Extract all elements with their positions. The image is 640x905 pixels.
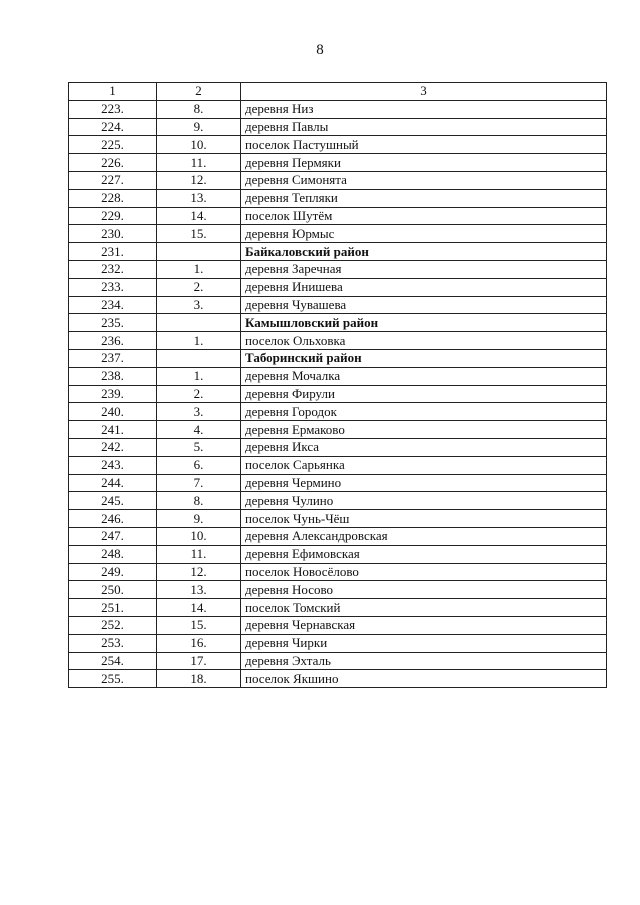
row-number-cell: 229. [69,207,157,225]
settlement-name-cell: деревня Городок [241,403,607,421]
table-row [69,599,607,617]
sub-number-cell: 14. [157,207,241,225]
sub-number-cell: 17. [157,652,241,670]
table-row [69,260,607,278]
page-number: 8 [316,42,324,58]
table-row [69,278,607,296]
settlement-name-cell: деревня Заречная [241,260,607,278]
settlement-name-cell: деревня Эхталь [241,652,607,670]
table-header-row [69,83,607,101]
district-row [69,349,607,367]
row-number-cell: 245. [69,492,157,510]
settlement-name-cell: деревня Носово [241,581,607,599]
settlement-name-cell: деревня Икса [241,438,607,456]
settlement-name-cell: поселок Ольховка [241,332,607,350]
sub-number-cell: 11. [157,154,241,172]
settlement-name-cell: деревня Чирки [241,634,607,652]
settlement-name-cell: деревня Чулино [241,492,607,510]
row-number-cell: 233. [69,278,157,296]
row-number-cell: 249. [69,563,157,581]
table-row [69,634,607,652]
sub-number-cell [157,243,241,261]
sub-number-cell: 5. [157,438,241,456]
sub-number-cell: 7. [157,474,241,492]
table-row [69,189,607,207]
settlement-name-cell: деревня Пермяки [241,154,607,172]
table-row [69,581,607,599]
settlement-name-cell: деревня Чернавская [241,616,607,634]
sub-number-cell: 9. [157,118,241,136]
settlement-name-cell: деревня Александровская [241,527,607,545]
sub-number-cell: 15. [157,616,241,634]
sub-number-cell: 11. [157,545,241,563]
settlement-name-cell: деревня Павлы [241,118,607,136]
sub-number-cell: 10. [157,527,241,545]
settlement-name-cell: поселок Пастушный [241,136,607,154]
table-row [69,474,607,492]
sub-number-cell: 12. [157,171,241,189]
table-row [69,438,607,456]
settlement-name-cell: Камышловский район [241,314,607,332]
row-number-cell: 237. [69,349,157,367]
settlement-name-cell: деревня Мочалка [241,367,607,385]
settlement-name-cell: поселок Чунь-Чёш [241,510,607,528]
row-number-cell: 247. [69,527,157,545]
sub-number-cell: 3. [157,296,241,314]
sub-number-cell [157,314,241,332]
row-number-cell: 251. [69,599,157,617]
sub-number-cell: 1. [157,367,241,385]
row-number-cell: 246. [69,510,157,528]
table-row [69,136,607,154]
table-row [69,616,607,634]
row-number-cell: 242. [69,438,157,456]
sub-number-cell: 3. [157,403,241,421]
settlement-name-cell: деревня Чермино [241,474,607,492]
settlement-name-cell: деревня Симонята [241,171,607,189]
sub-number-cell: 13. [157,189,241,207]
sub-number-cell [157,349,241,367]
row-number-cell: 255. [69,670,157,688]
row-number-cell: 243. [69,456,157,474]
row-number-cell: 240. [69,403,157,421]
row-number-cell: 230. [69,225,157,243]
row-number-cell: 223. [69,100,157,118]
row-number-cell: 239. [69,385,157,403]
table-row [69,652,607,670]
row-number-cell: 252. [69,616,157,634]
sub-number-cell: 8. [157,492,241,510]
settlement-name-cell: деревня Ефимовская [241,545,607,563]
table-row [69,563,607,581]
table-row [69,510,607,528]
sub-number-cell: 15. [157,225,241,243]
sub-number-cell: 2. [157,385,241,403]
table-row [69,332,607,350]
row-number-cell: 241. [69,421,157,439]
row-number-cell: 234. [69,296,157,314]
row-number-cell: 227. [69,171,157,189]
settlement-name-cell: поселок Сарьянка [241,456,607,474]
row-number-cell: 231. [69,243,157,261]
table-row [69,421,607,439]
row-number-cell: 248. [69,545,157,563]
sub-number-cell: 14. [157,599,241,617]
column-header-3: 3 [241,83,607,101]
table-row [69,296,607,314]
table-row [69,527,607,545]
row-number-cell: 236. [69,332,157,350]
table-row [69,456,607,474]
table-row [69,403,607,421]
settlement-name-cell: поселок Якшино [241,670,607,688]
sub-number-cell: 16. [157,634,241,652]
sub-number-cell: 10. [157,136,241,154]
column-header-2: 2 [157,83,241,101]
table-row [69,545,607,563]
table-row [69,154,607,172]
sub-number-cell: 13. [157,581,241,599]
settlement-name-cell: деревня Чувашева [241,296,607,314]
sub-number-cell: 12. [157,563,241,581]
sub-number-cell: 9. [157,510,241,528]
table-row [69,118,607,136]
table-row [69,225,607,243]
row-number-cell: 244. [69,474,157,492]
table-row [69,385,607,403]
settlement-name-cell: деревня Тепляки [241,189,607,207]
settlements-table [68,82,607,688]
settlement-name-cell: поселок Томский [241,599,607,617]
settlement-name-cell: Байкаловский район [241,243,607,261]
settlement-name-cell: деревня Юрмыс [241,225,607,243]
table-row [69,207,607,225]
row-number-cell: 232. [69,260,157,278]
table-row [69,100,607,118]
row-number-cell: 254. [69,652,157,670]
sub-number-cell: 1. [157,260,241,278]
sub-number-cell: 8. [157,100,241,118]
sub-number-cell: 2. [157,278,241,296]
settlement-name-cell: поселок Шутём [241,207,607,225]
district-row [69,243,607,261]
settlement-name-cell: деревня Низ [241,100,607,118]
row-number-cell: 238. [69,367,157,385]
column-header-1: 1 [69,83,157,101]
row-number-cell: 250. [69,581,157,599]
settlement-name-cell: деревня Ермаково [241,421,607,439]
sub-number-cell: 6. [157,456,241,474]
settlement-name-cell: деревня Инишева [241,278,607,296]
district-row [69,314,607,332]
settlement-name-cell: Таборинский район [241,349,607,367]
table-row [69,670,607,688]
table-row [69,171,607,189]
row-number-cell: 226. [69,154,157,172]
row-number-cell: 253. [69,634,157,652]
settlement-name-cell: деревня Фирули [241,385,607,403]
sub-number-cell: 4. [157,421,241,439]
row-number-cell: 224. [69,118,157,136]
table-row [69,367,607,385]
row-number-cell: 228. [69,189,157,207]
row-number-cell: 225. [69,136,157,154]
settlement-name-cell: поселок Новосёлово [241,563,607,581]
table-row [69,492,607,510]
sub-number-cell: 18. [157,670,241,688]
sub-number-cell: 1. [157,332,241,350]
row-number-cell: 235. [69,314,157,332]
